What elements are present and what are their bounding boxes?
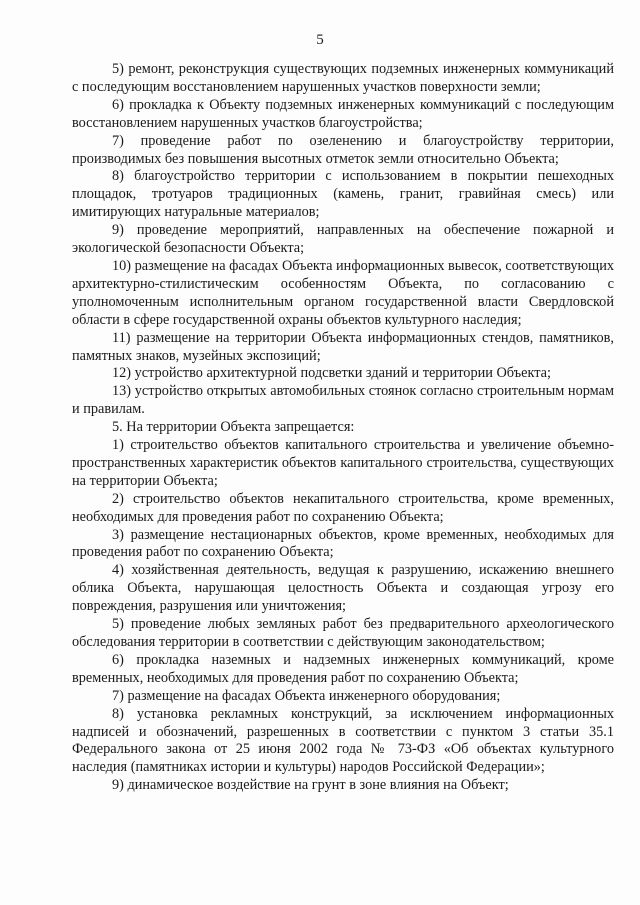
paragraph: 5) ремонт, реконструкция существующих подземных инженерных коммуникаций с последующим восстановлением нарушенных участков поверхности земли; (72, 61, 614, 95)
paragraph: 7) проведение работ по озеленению и благоустройству территории, производимых без повышения высотных отметок земли относительно Объекта; (72, 132, 614, 167)
paragraph: 13) устройство открытых автомобильных стоянок согласно строительным нормам и правилам. (72, 383, 614, 418)
paragraph: 5) проведение любых земляных работ без предварительного археологического обследования территории в соответствии с действующим законодательством; (72, 616, 614, 650)
page-number: 5 (316, 32, 324, 48)
paragraph: 9) проведение мероприятий, направленных на обеспечение пожарной и экологической безопасности Объекта; (72, 222, 614, 257)
document-body (72, 61, 614, 795)
paragraph: 7) размещение на фасадах Объекта инженерного оборудования; (112, 687, 501, 704)
paragraph: 4) хозяйственная деятельность, ведущая к разрушению, искажению внешнего облика Объекта, нарушающая целостность Объекта и создающая угрозу его повреждения, разрушения или уничтожения; (72, 562, 614, 615)
paragraph: 1) строительство объектов капитального строительства и увеличение объемно-пространственных характеристик объектов капитального строительства, существующих на территории Объекта; (72, 437, 614, 489)
paragraph: 6) прокладка к Объекту подземных инженерных коммуникаций с последующим восстановлением нарушенных участков благоустройства; (72, 96, 614, 131)
paragraph: 12) устройство архитектурной подсветки зданий и территории Объекта; (112, 365, 551, 382)
paragraph: 11) размещение на территории Объекта информационных стендов, памятников, памятных знаков, музейных экспозиций; (72, 329, 614, 364)
section-heading: 5. На территории Объекта запрещается: (112, 419, 355, 436)
paragraph: 8) установка рекламных конструкций, за исключением информационных надписей и обозначений, разрешенных в соответствии с пунктом 3 статьи 35.1 Федерального закона от 25 июня 2002 года № 73-ФЗ «Об объектах культурного наследия (памятниках истории и культуры) народов Российской Федерации»; (72, 705, 614, 776)
paragraph: 3) размещение нестационарных объектов, кроме временных, необходимых для проведения работ по сохранению Объекта; (72, 526, 614, 561)
paragraph: 10) размещение на фасадах Объекта информационных вывесок, соответствующих архитектурно-стилистическим особенностям Объекта, по согласованию с уполномоченным исполнительным органом государственной власти Свердловской области в сфере государственной охраны объектов культурного наследия; (72, 257, 614, 328)
paragraph: 6) прокладка наземных и надземных инженерных коммуникаций, кроме временных, необходимых для проведения работ по сохранению Объекта; (72, 651, 614, 686)
paragraph: 2) строительство объектов некапитального строительства, кроме временных, необходимых для проведения работ по сохранению Объекта; (72, 490, 614, 525)
paragraph: 8) благоустройство территории с использованием в покрытии пешеходных площадок, тротуаров традиционных (камень, гранит, гравийная смесь) или имитирующих натуральные материалов; (72, 168, 614, 221)
paragraph: 9) динамическое воздействие на грунт в зоне влияния на Объект; (112, 777, 509, 794)
